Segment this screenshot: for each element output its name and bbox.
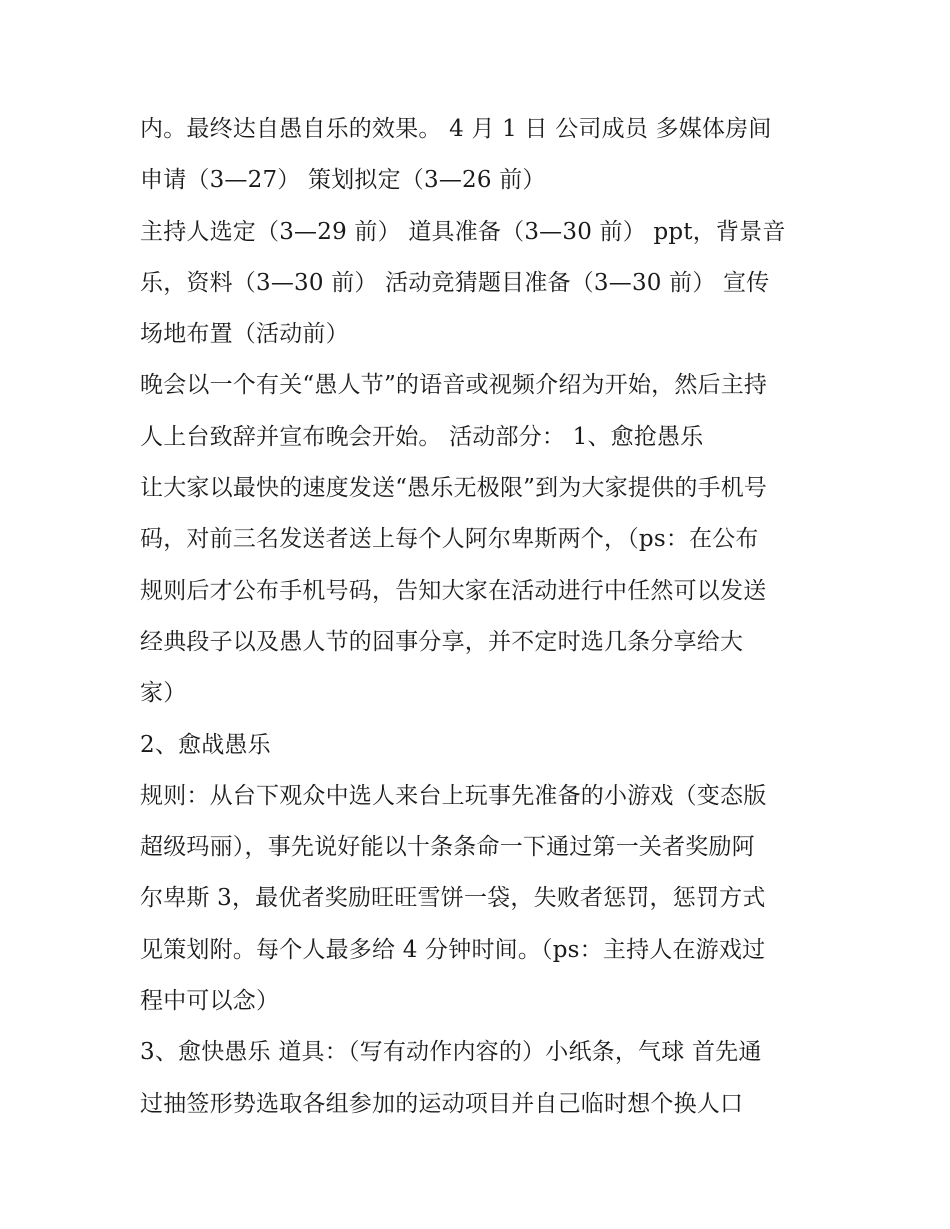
section-heading: 2、愈战愚乐 [140, 731, 271, 758]
text-line: 尔卑斯 3，最优者奖励旺旺雪饼一袋，失败者惩罚，惩罚方式 [140, 885, 766, 912]
text-line: 超级玛丽），事先说好能以十条条命一下通过第一关者奖励阿 [140, 834, 755, 861]
text-line: 主持人选定（3—29 前） 道具准备（3—30 前） ppt，背景音 [140, 218, 786, 245]
text-line: 程中可以念） [140, 988, 280, 1015]
text-line: 经典段子以及愚人节的囧事分享，并不定时选几条分享给大 [140, 628, 744, 655]
text-line: 3、愈快愚乐 道具：（写有动作内容的）小纸条，气球 首先通 [140, 1039, 762, 1066]
text-line: 申请（3—27） 策划拟定（3—26 前） [140, 167, 546, 194]
text-line: 家） [140, 680, 187, 707]
text-line: 过抽签形势选取各组参加的运动项目并自己临时想个换人口 [140, 1090, 744, 1117]
text-line: 规则后才公布手机号码，告知大家在活动进行中任然可以发送 [140, 577, 767, 604]
text-line: 人上台致辞并宣布晚会开始。 活动部分： 1、愈抢愚乐 [140, 423, 704, 450]
text-line: 乐，资料（3—30 前） 活动竞猜题目准备（3—30 前） 宣传 [140, 269, 770, 296]
text-line: 规则：从台下观众中选人来台上玩事先准备的小游戏（变态版 [140, 782, 767, 809]
text-line: 码，对前三名发送者送上每个人阿尔卑斯两个，（ps：在公布 [140, 526, 759, 553]
text-line: 让大家以最快的速度发送“愚乐无极限”到为大家提供的手机号 [140, 475, 768, 502]
text-line: 晚会以一个有关“愚人节”的语音或视频介绍为开始，然后主持 [140, 372, 768, 399]
text-line: 见策划附。每个人最多给 4 分钟时间。（ps：主持人在游戏过 [140, 936, 766, 963]
text-line: 场地布置（活动前） [140, 321, 349, 348]
text-line: 内。最终达自愚自乐的效果。 4 月 1 日 公司成员 多媒体房间 [140, 116, 772, 142]
body-text [140, 104, 830, 1130]
